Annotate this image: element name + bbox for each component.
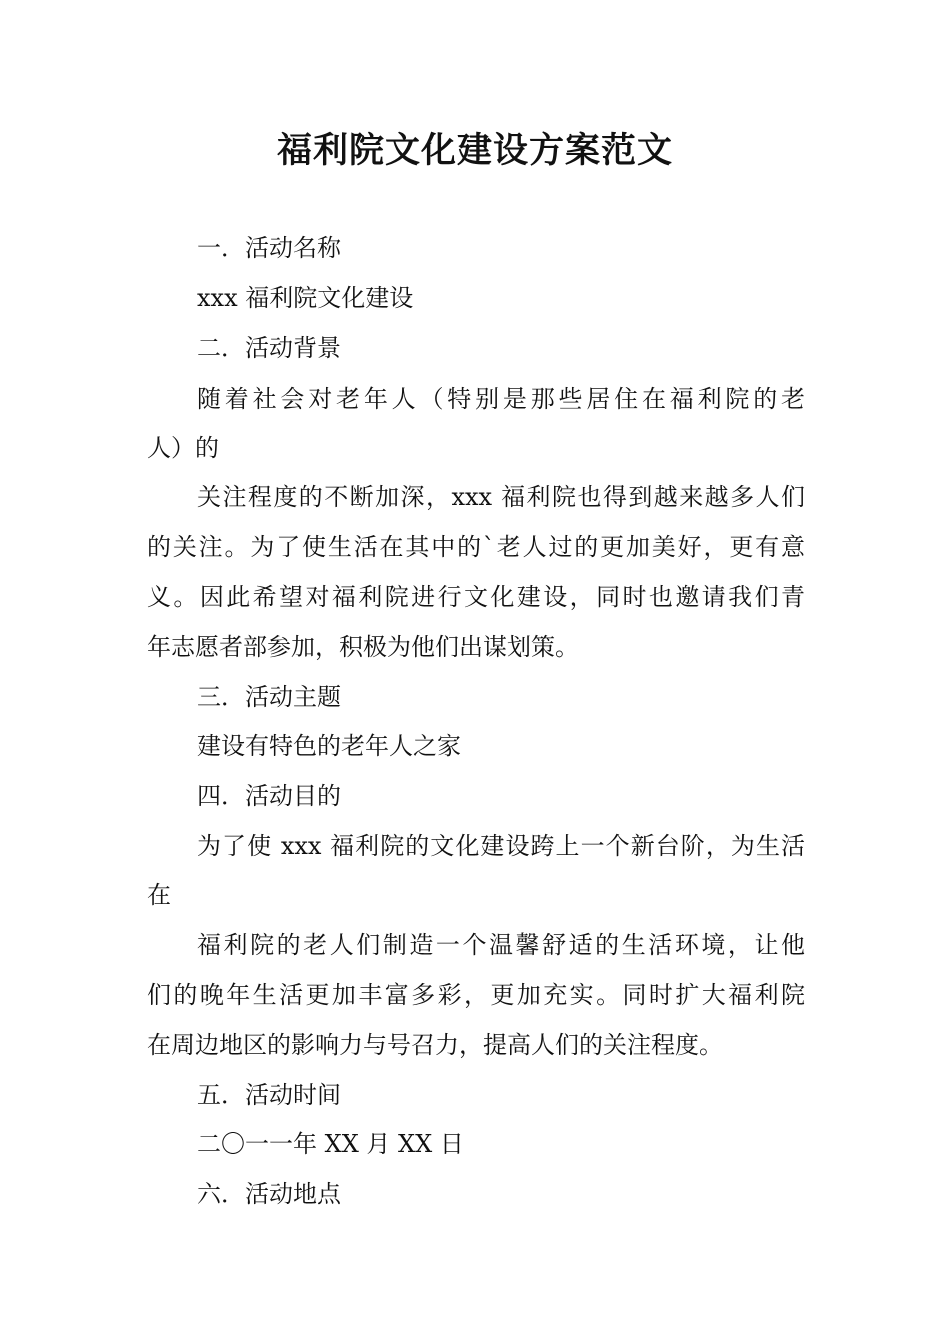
paragraph-line: 在: [147, 881, 171, 909]
section-heading-4: 四．活动目的: [197, 782, 341, 810]
section-heading-2: 二．活动背景: [197, 334, 341, 362]
section-heading-5: 五．活动时间: [197, 1081, 341, 1109]
paragraph-line: 随着社会对老年人（特别是那些居住在福利院的老: [197, 385, 805, 413]
section-heading-3: 三．活动主题: [197, 683, 341, 711]
paragraph-line: 二〇一一年 XX 月 XX 日: [197, 1130, 464, 1158]
paragraph-line: 义。因此希望对福利院进行文化建设，同时也邀请我们青: [147, 583, 805, 611]
paragraph-line: 在周边地区的影响力与号召力，提高人们的关注程度。: [147, 1031, 723, 1059]
paragraph-line: xxx 福利院文化建设: [197, 284, 414, 312]
paragraph-line: 的关注。为了使生活在其中的`老人过的更加美好，更有意: [147, 533, 805, 561]
paragraph-line: 人）的: [147, 434, 219, 462]
paragraph-line: 建设有特色的老年人之家: [197, 732, 461, 760]
paragraph-line: 为了使 xxx 福利院的文化建设跨上一个新台阶，为生活: [197, 832, 805, 860]
document-title: 福利院文化建设方案范文: [276, 131, 673, 171]
section-heading-1: 一．活动名称: [197, 234, 341, 262]
section-heading-6: 六．活动地点: [197, 1180, 341, 1208]
paragraph-line: 关注程度的不断加深，xxx 福利院也得到越来越多人们: [197, 483, 805, 511]
paragraph-line: 福利院的老人们制造一个温馨舒适的生活环境，让他: [197, 931, 805, 959]
paragraph-line: 们的晚年生活更加丰富多彩，更加充实。同时扩大福利院: [147, 981, 805, 1009]
paragraph-line: 年志愿者部参加，积极为他们出谋划策。: [147, 633, 579, 661]
